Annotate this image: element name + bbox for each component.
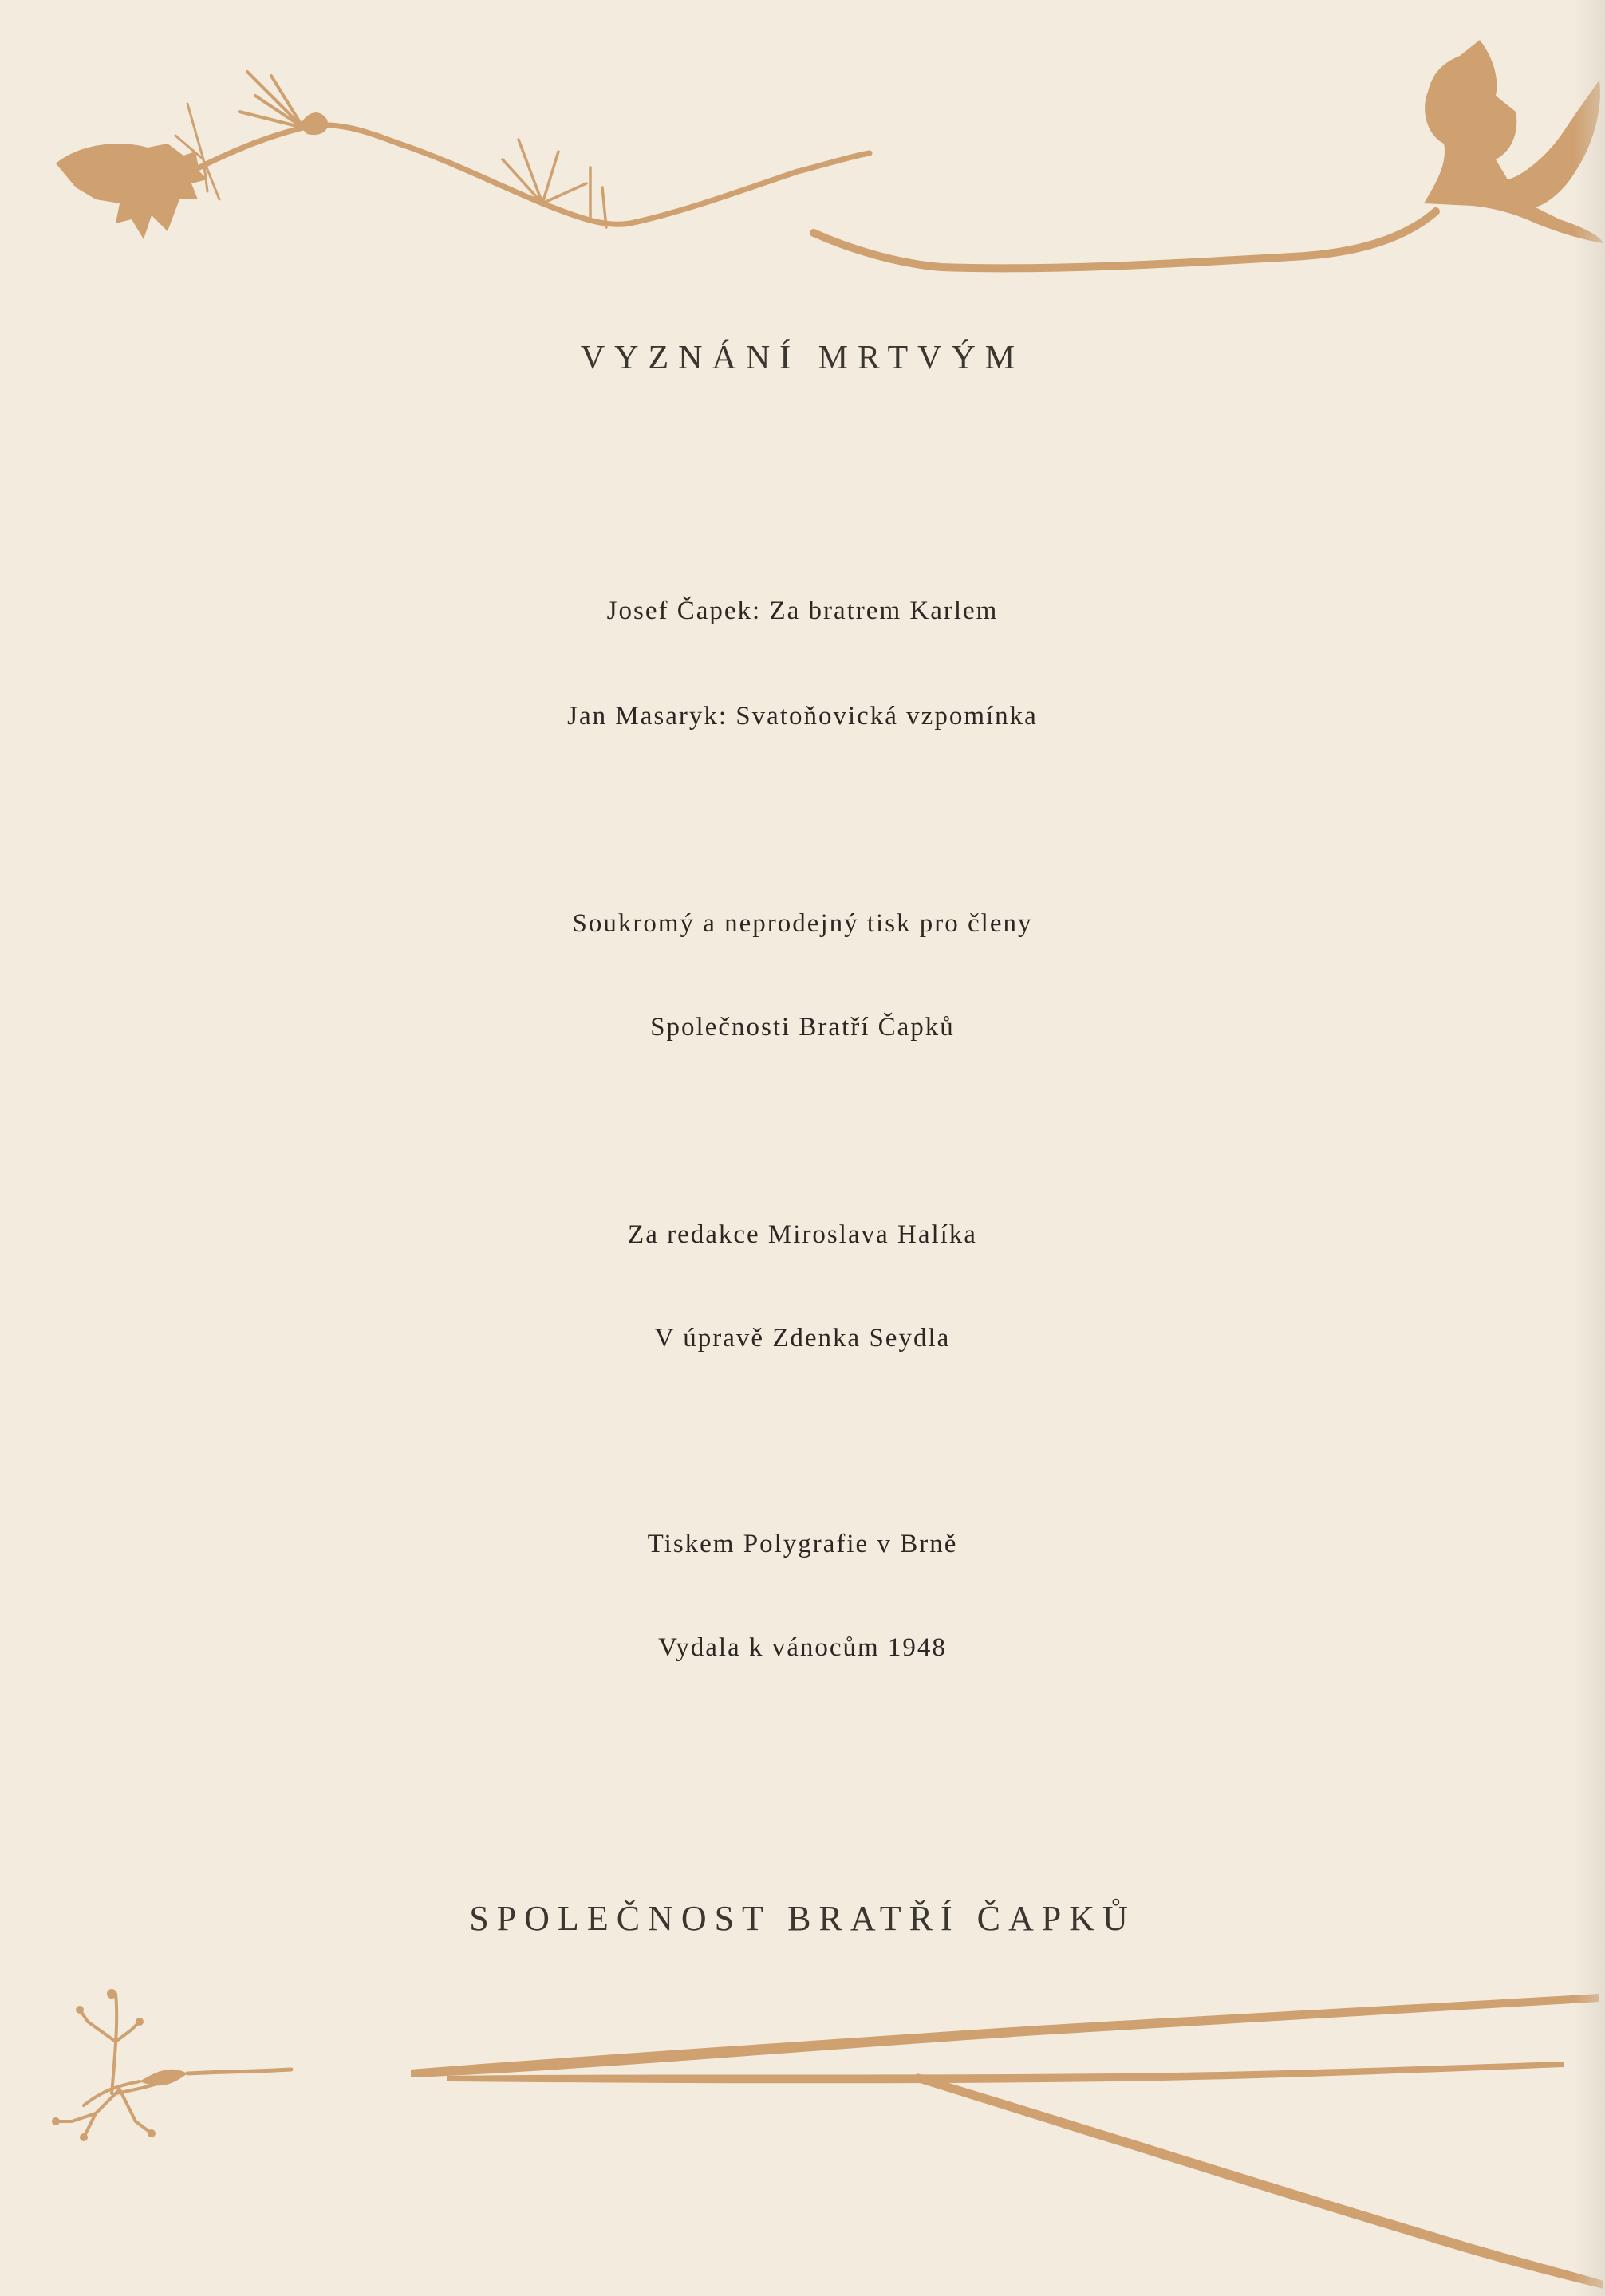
bottom-left-sprig	[112, 1994, 116, 2093]
publisher-name: SPOLEČNOST BRATŘÍ ČAPKŮ	[469, 1899, 1136, 1938]
imprint-printer: Tiskem Polygrafie v Brně	[647, 1530, 958, 1558]
top-left-flower	[56, 144, 207, 239]
edition-note-line-2: Společnosti Bratří Čapků	[650, 1013, 955, 1042]
contents-item-capek: Josef Čapek: Za bratrem Karlem	[606, 597, 999, 625]
top-left-stem	[199, 125, 870, 225]
bottom-grass-blade-1	[411, 1994, 1599, 2077]
contents-item-masaryk: Jan Masaryk: Svatoňovická vzpomínka	[567, 702, 1038, 731]
bottom-grass-blade-3	[909, 2073, 1603, 2289]
top-right-stem	[814, 211, 1436, 268]
page-edge-shadow	[1573, 0, 1605, 2296]
imprint-date: Vydala k vánocům 1948	[658, 1633, 947, 1662]
book-title: VYZNÁNÍ MRTVÝM	[580, 340, 1025, 376]
credit-editor: Za redakce Miroslava Halíka	[628, 1220, 977, 1249]
credit-design: V úpravě Zdenka Seydla	[654, 1324, 951, 1353]
edition-note-line-1: Soukromý a neprodejný tisk pro členy	[572, 909, 1033, 938]
